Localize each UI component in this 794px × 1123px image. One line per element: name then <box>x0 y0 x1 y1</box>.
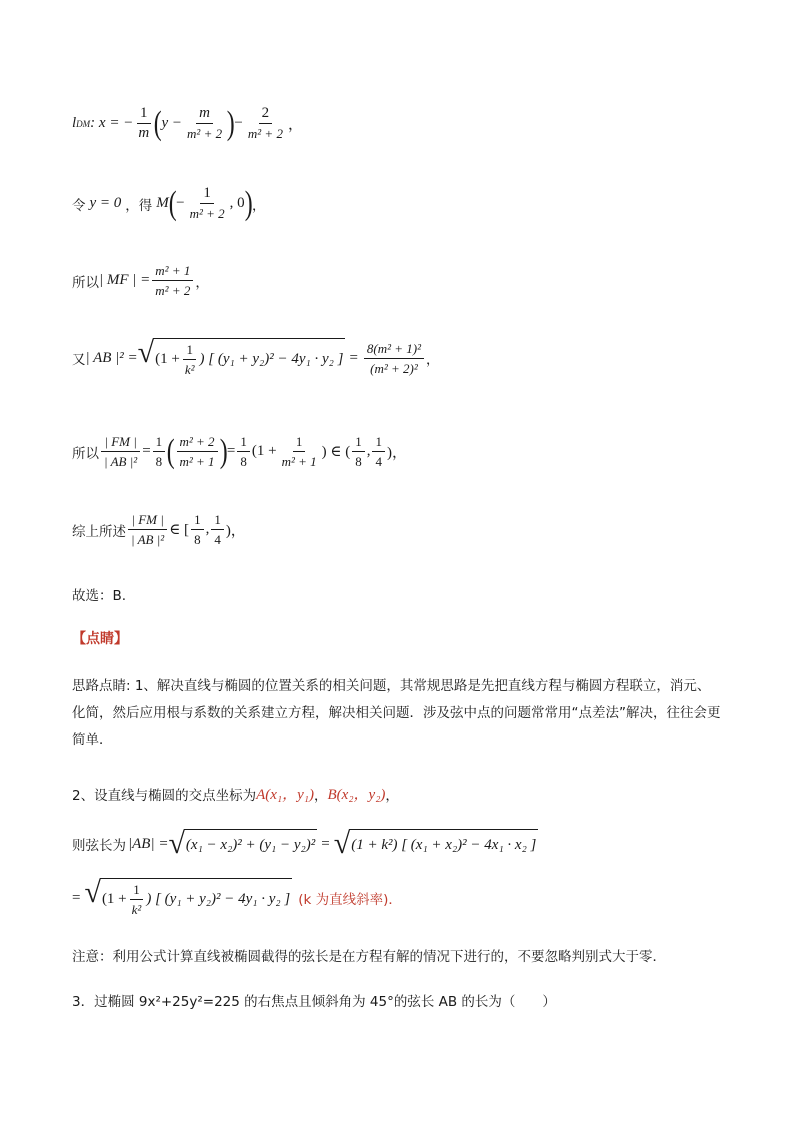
eq-text: = <box>321 835 330 852</box>
paren-close: ) <box>219 432 228 470</box>
fraction <box>191 511 204 548</box>
sqrt-expression <box>334 829 539 859</box>
eq-text: ， <box>195 274 209 291</box>
eq-text: ∈ [ <box>169 522 190 538</box>
fraction <box>128 511 167 548</box>
paren-open: ( <box>153 104 162 142</box>
sqrt-body: (1 + k²) [ (x₁ + x₂)² − 4x₁ · x₂ ] <box>349 829 538 859</box>
equation-line-m-point <box>72 185 265 222</box>
fraction <box>187 185 228 222</box>
point-a: A(x₁，y₁) <box>256 787 314 803</box>
eq-text: = <box>72 889 81 906</box>
sqrt-body <box>153 338 345 378</box>
fraction-num: 8(m² + 1)² <box>364 340 424 359</box>
paragraph-tips: 思路点睛: 1、解决直线与椭圆的位置关系的相关问题，其常规思路是先把直线方程与椭圆方程联立，消元、化简，然后应用根与系数的关系建立方程，解决相关问题．涉及弦中点的问题常常用“点差法”解决，往往会更简单． <box>72 678 721 748</box>
eq-text: )， <box>386 445 407 461</box>
equation-line-dm: l DM : x = − $\frac{1}{m}$ ( y − $\frac{m}{\text{m² + 2}}$ ) − $\frac{2}{\text{m² + 2}}$ ， <box>72 104 303 142</box>
fraction-num: 1 <box>372 433 385 452</box>
fraction-num: 1 <box>153 433 166 452</box>
fraction-den: k² <box>131 902 142 917</box>
fraction-num: | FM | <box>101 433 139 452</box>
chord-formula-line-2 <box>72 878 402 918</box>
paragraph-intersection <box>72 783 399 804</box>
fraction-den: m² + 2 <box>189 206 225 221</box>
question-3: 3．过椭圆 9x²+25y²=225 的右焦点且倾斜角为 45°的弦长 AB 的长为（ ） <box>72 994 556 1010</box>
chord-formula-line <box>72 829 538 859</box>
sqrt-expression <box>168 829 317 859</box>
eq-text: (1 + <box>251 443 277 459</box>
fraction-num: 1 <box>293 433 306 452</box>
fraction-num: | FM | <box>128 511 166 530</box>
eq-text: M <box>156 195 169 211</box>
fraction <box>245 105 286 142</box>
fraction <box>152 262 193 299</box>
fraction-den: 4 <box>214 532 221 547</box>
eq-text: ) [ (y₁ + y₂)² − 4y₁ · y₂ ] <box>146 891 291 907</box>
fraction-num: m² + 1 <box>152 262 193 281</box>
eq-text: : x = − <box>90 115 134 131</box>
eq-text: ) [ (y₁ + y₂)² − 4y₁ · y₂ ] <box>199 351 344 367</box>
fraction-den: | AB |² <box>131 532 165 547</box>
eq-text: (1 + <box>101 891 127 907</box>
eq-text: )， <box>225 523 246 539</box>
sqrt-sign: √ <box>137 336 155 369</box>
fraction-den: k² <box>184 362 195 377</box>
equation-line-ab <box>72 338 440 378</box>
fraction-num: 1 <box>183 341 196 360</box>
paragraph-note: 注意：利用公式计算直线被椭圆截得的弦长是在方程有解的情况下进行的，不要忽略判别式大于零． <box>72 949 666 965</box>
eq-text: ) ∈ ( <box>321 444 351 460</box>
fraction <box>237 433 250 470</box>
fraction <box>279 433 320 470</box>
sqrt-sign: √ <box>333 827 351 860</box>
eq-text: ， <box>426 352 440 368</box>
fraction-den: 4 <box>375 454 382 469</box>
eq-label: 所以 <box>72 445 99 462</box>
eq-text: , 0 <box>229 195 245 211</box>
fraction-num: 1 <box>191 511 204 530</box>
paren-close: ) <box>226 104 235 142</box>
fraction-num: 1 <box>237 433 250 452</box>
eq-label: 又 <box>72 352 86 368</box>
fraction <box>177 433 218 470</box>
equation-line-conclusion <box>72 511 246 548</box>
fraction <box>129 881 145 918</box>
fraction-num: 1 <box>352 433 365 452</box>
fraction <box>352 433 365 470</box>
fraction-num: 2 <box>259 105 273 124</box>
eq-text: | AB |² = <box>85 349 138 366</box>
fraction-num: 1 <box>211 511 224 530</box>
sqrt-sign: √ <box>168 827 185 860</box>
fraction-den: 8 <box>194 532 201 547</box>
eq-text: |AB| = <box>128 835 169 852</box>
eq-text: , <box>366 443 371 459</box>
line-symbol: l <box>72 115 77 131</box>
slope-note: (k 为直线斜率)． <box>298 892 402 908</box>
eq-text: , <box>205 521 210 537</box>
eq-label: 所以 <box>72 274 99 291</box>
fraction <box>372 433 385 470</box>
fraction-den: m² + 2 <box>247 126 283 141</box>
fraction-den: | AB |² <box>104 454 138 469</box>
fraction <box>135 105 152 142</box>
eq-text: ， <box>251 197 266 214</box>
eq-text: − <box>176 195 185 211</box>
fraction-num: 1 <box>130 881 143 900</box>
eq-text: (1 + <box>155 351 180 367</box>
fraction-den: m <box>138 125 150 141</box>
fraction <box>101 433 140 470</box>
para-text: 2、设直线与椭圆的交点坐标为 <box>72 787 257 804</box>
sqrt-body <box>100 878 292 918</box>
eq-label: 综上所述 <box>72 523 126 540</box>
equation-line-ratio <box>72 433 407 470</box>
section-heading: 【点睛】 <box>72 631 128 647</box>
paren-close: ) <box>244 184 253 222</box>
eq-text: | MF | = <box>99 272 151 288</box>
fraction-den: m² + 2 <box>155 283 191 298</box>
fraction-den: m² + 1 <box>179 454 215 469</box>
fraction-den: 8 <box>240 454 247 469</box>
fraction <box>153 433 166 470</box>
fraction-den: m² + 2 <box>187 126 223 141</box>
fraction-num: 1 <box>200 185 214 204</box>
paren-open: ( <box>168 184 177 222</box>
sqrt-expression <box>138 338 346 378</box>
equation-line-mf <box>72 262 209 299</box>
eq-text: = <box>349 349 358 366</box>
eq-text: y − <box>161 115 183 131</box>
fraction-num: 1 <box>137 105 151 124</box>
fraction-den: 8 <box>155 454 163 469</box>
eq-label: 令 <box>72 197 86 214</box>
para-text: ， <box>314 787 328 804</box>
para-text: ， <box>385 787 399 804</box>
sqrt-expression <box>84 878 292 918</box>
fraction-den: (m² + 2)² <box>370 360 418 376</box>
fraction-den: 8 <box>355 454 362 469</box>
eq-label: ，得 <box>125 197 153 214</box>
paren-open: ( <box>166 432 175 470</box>
eq-text: − <box>234 115 243 131</box>
answer-line: 故选：B. <box>72 588 127 604</box>
eq-text: = <box>142 443 151 459</box>
point-b: B(x₂，y₂) <box>327 787 386 803</box>
fraction <box>364 340 424 377</box>
fraction <box>184 105 225 142</box>
sqrt-body: (x₁ − x₂)² + (y₁ − y₂)² <box>184 829 317 859</box>
eq-text: = <box>226 443 236 459</box>
fraction <box>211 511 224 548</box>
fraction <box>182 341 198 378</box>
fraction-num: m² + 2 <box>177 433 218 452</box>
fraction-den: m² + 1 <box>281 454 317 469</box>
fraction-num: m <box>196 105 213 124</box>
sqrt-sign: √ <box>84 876 101 909</box>
para-text: 则弦长为 <box>72 838 126 854</box>
eq-text: y = 0 <box>89 195 122 211</box>
eq-text: ， <box>287 117 303 133</box>
